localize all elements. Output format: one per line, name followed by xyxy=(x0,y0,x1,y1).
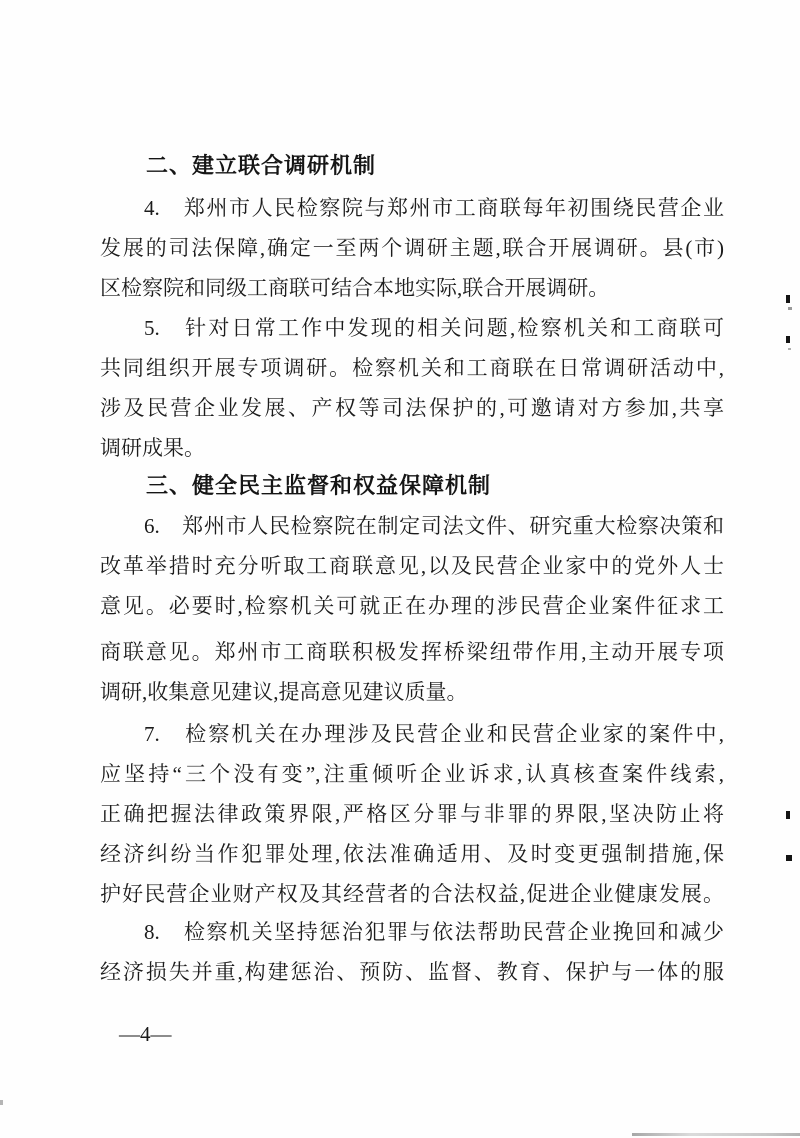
section-heading-2: 二、建立联合调研机制 xyxy=(146,153,377,178)
section-heading-3: 三、健全民主监督和权益保障机制 xyxy=(146,473,492,498)
scan-artifact xyxy=(788,307,792,310)
paragraph-line: 区检察院和同级工商联可结合本地实际,联合开展调研。 xyxy=(100,276,610,300)
paragraph-line: 正确把握法律政策界限,严格区分罪与非罪的界限,坚决防止将 xyxy=(100,802,724,826)
scan-artifact xyxy=(632,1133,800,1136)
paragraph-line: 7. 检察机关在办理涉及民营企业和民营企业家的案件中, xyxy=(144,722,724,746)
paragraph-line: 涉及民营企业发展、产权等司法保护的,可邀请对方参加,共享 xyxy=(100,396,724,420)
paragraph-line: 4. 郑州市人民检察院与郑州市工商联每年初围绕民营企业 xyxy=(144,196,724,220)
scan-artifact xyxy=(788,348,791,350)
paragraph-line: 改革举措时充分听取工商联意见,以及民营企业家中的党外人士 xyxy=(100,554,724,578)
paragraph-line: 意见。必要时,检察机关可就正在办理的涉民营企业案件征求工 xyxy=(100,594,724,618)
paragraph-line: 经济纠纷当作犯罪处理,依法准确适用、及时变更强制措施,保 xyxy=(100,842,724,866)
scan-artifact xyxy=(786,295,790,303)
paragraph-line: 共同组织开展专项调研。检察机关和工商联在日常调研活动中, xyxy=(100,356,724,380)
paragraph-line: 应坚持“三个没有变”,注重倾听企业诉求,认真核查案件线索, xyxy=(100,762,724,786)
paragraph-line: 发展的司法保障,确定一至两个调研主题,联合开展调研。县(市) xyxy=(100,236,724,260)
paragraph-line: 调研,收集意见建议,提高意见建议质量。 xyxy=(100,680,468,704)
scan-artifact xyxy=(786,811,790,819)
page-number: —4— xyxy=(119,1022,172,1046)
paragraph-line: 经济损失并重,构建惩治、预防、监督、教育、保护与一体的服 xyxy=(100,960,724,984)
paragraph-line: 调研成果。 xyxy=(100,436,205,460)
paragraph-line: 5. 针对日常工作中发现的相关问题,检察机关和工商联可 xyxy=(144,316,724,340)
paragraph-line: 8. 检察机关坚持惩治犯罪与依法帮助民营企业挽回和减少 xyxy=(144,920,724,944)
paragraph-line: 6. 郑州市人民检察院在制定司法文件、研究重大检察决策和 xyxy=(144,514,724,538)
scan-artifact xyxy=(786,336,790,343)
scan-artifact xyxy=(0,1100,3,1105)
paragraph-line: 护好民营企业财产权及其经营者的合法权益,促进企业健康发展。 xyxy=(100,882,724,906)
scan-artifact xyxy=(786,855,792,861)
paragraph-line: 商联意见。郑州市工商联积极发挥桥梁纽带作用,主动开展专项 xyxy=(100,640,724,664)
